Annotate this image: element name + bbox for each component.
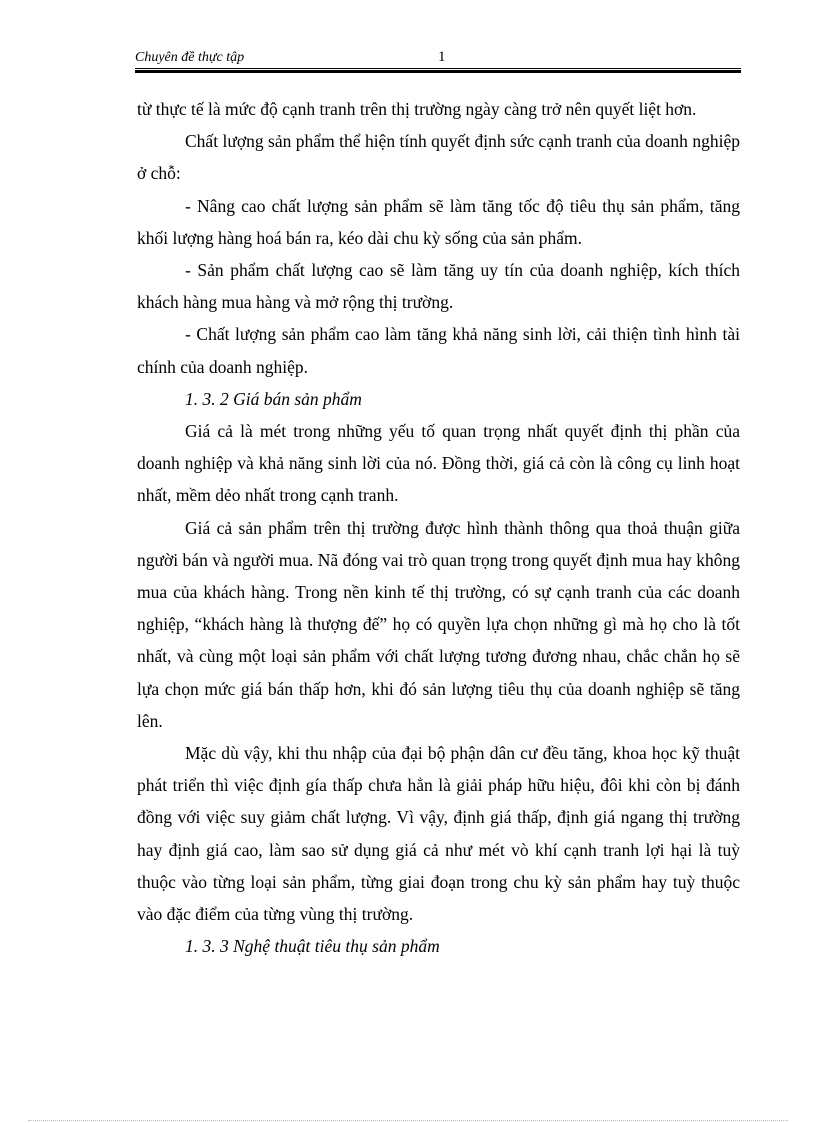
paragraph-price-role: Giá cả là mét trong những yếu tố quan trọng nhất quyết định thị phần của doanh nghiệp và khả năng sinh lời của nó. Đồng thời, giá cả còn là công cụ linh hoạt nhất, mềm dẻo nhất trong cạnh tranh. bbox=[137, 421, 740, 506]
header-rule-thin bbox=[135, 68, 741, 69]
paragraph-price-strategy: Mặc dù vậy, khi thu nhập của đại bộ phận dân cư đều tăng, khoa học kỹ thuật phát triển thì việc định gía thấp chưa hẳn là giải pháp hữu hiệu, đôi khi còn bị đánh đồng với việc suy giảm chất lượng. Vì vậy, định giá thấp, định giá ngang thị trường hay định giá cao, làm sao sử dụng giá cả như mét vò khí cạnh tranh lợi hại là tuỳ thuộc vào từng loại sản phẩm, từng giai đoạn trong chu kỳ sản phẩm hay tuỳ thuộc vào đặc điểm của từng vùng thị trường. bbox=[137, 743, 740, 925]
document-body bbox=[137, 93, 740, 962]
page-header bbox=[135, 49, 741, 69]
paragraph-quality-intro: Chất lượng sản phẩm thể hiện tính quyết định sức cạnh tranh của doanh nghiệp ở chỗ: bbox=[137, 131, 740, 184]
bullet-item-profitability: - Chất lượng sản phẩm cao làm tăng khả năng sinh lời, cải thiện tình hình tài chính của doanh nghiệp. bbox=[137, 324, 740, 377]
paragraph-continuation: từ thực tế là mức độ cạnh tranh trên thị trường ngày càng trở nên quyết liệt hơn. bbox=[137, 99, 697, 119]
bullet-item-reputation: - Sản phẩm chất lượng cao sẽ làm tăng uy tín của doanh nghiệp, kích thích khách hàng mua hàng và mở rộng thị trường. bbox=[137, 260, 740, 313]
page-bottom-divider bbox=[28, 1120, 788, 1121]
page-number: 1 bbox=[438, 49, 446, 65]
paragraph-price-formation: Giá cả sản phẩm trên thị trường được hình thành thông qua thoả thuận giữa người bán và người mua. Nã đóng vai trò quan trọng trong quyết định mua hay không mua của khách hàng. Trong nền kinh tế thị trường, có sự cạnh tranh của các doanh nghiệp, “khách hàng là thượng đế” họ có quyền lựa chọn những gì mà họ cho là tốt nhất, và cùng một loại sản phẩm với chất lượng tương đương nhau, chắc chắn họ sẽ lựa chọn mức giá bán thấp hơn, khi đó sản lượng tiêu thụ của doanh nghiệp sẽ tăng lên. bbox=[137, 517, 740, 731]
section-heading-sales-art: 1. 3. 3 Nghệ thuật tiêu thụ sản phẩm bbox=[185, 936, 440, 957]
bullet-item-sales-speed: - Nâng cao chất lượng sản phẩm sẽ làm tăng tốc độ tiêu thụ sản phẩm, tăng khối lượng hàng hoá bán ra, kéo dài chu kỳ sống của sản phẩm. bbox=[137, 195, 740, 248]
section-heading-price: 1. 3. 2 Giá bán sản phẩm bbox=[185, 388, 362, 409]
header-title: Chuyên đề thực tập bbox=[135, 50, 245, 65]
header-rule-thick bbox=[135, 70, 741, 73]
